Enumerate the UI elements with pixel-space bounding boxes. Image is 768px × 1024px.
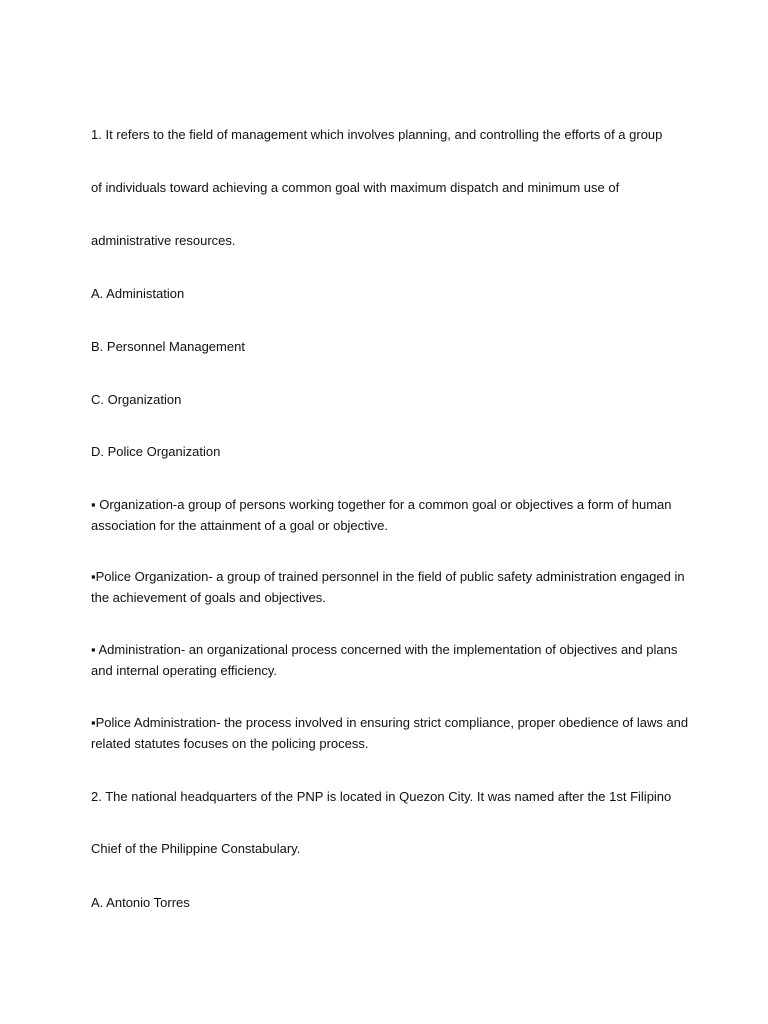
question-2-option-a: A. Antonio Torres (91, 895, 190, 910)
question-2-line-2: Chief of the Philippine Constabulary. (91, 841, 301, 856)
question-1-option-a: A. Administation (91, 286, 185, 301)
note-administration: ▪ Administration- an organizational process concerned with the implementation of objectives and plans and internal operating efficiency. (91, 642, 678, 678)
question-1-option-d: D. Police Organization (91, 444, 221, 459)
note-police-administration: ▪Police Administration- the process involved in ensuring strict compliance, proper obedience of laws and related statutes focuses on the policing process. (91, 715, 689, 751)
question-1-line-1: 1. It refers to the field of management which involves planning, and controlling the efforts of a group (91, 127, 663, 142)
note-police-organization: ▪Police Organization- a group of trained personnel in the field of public safety administration engaged in the achievement of goals and objectives. (91, 569, 685, 605)
note-organization: ▪ Organization-a group of persons working together for a common goal or objectives a form of human association for the attainment of a goal or objective. (91, 497, 672, 533)
question-1-option-b: B. Personnel Management (91, 339, 245, 354)
question-1-option-c: C. Organization (91, 392, 182, 407)
question-1-line-2: of individuals toward achieving a common goal with maximum dispatch and minimum use of (91, 180, 620, 195)
question-2-line-1: 2. The national headquarters of the PNP is located in Quezon City. It was named after the 1st Filipino (91, 789, 672, 804)
question-1-line-3: administrative resources. (91, 233, 236, 248)
